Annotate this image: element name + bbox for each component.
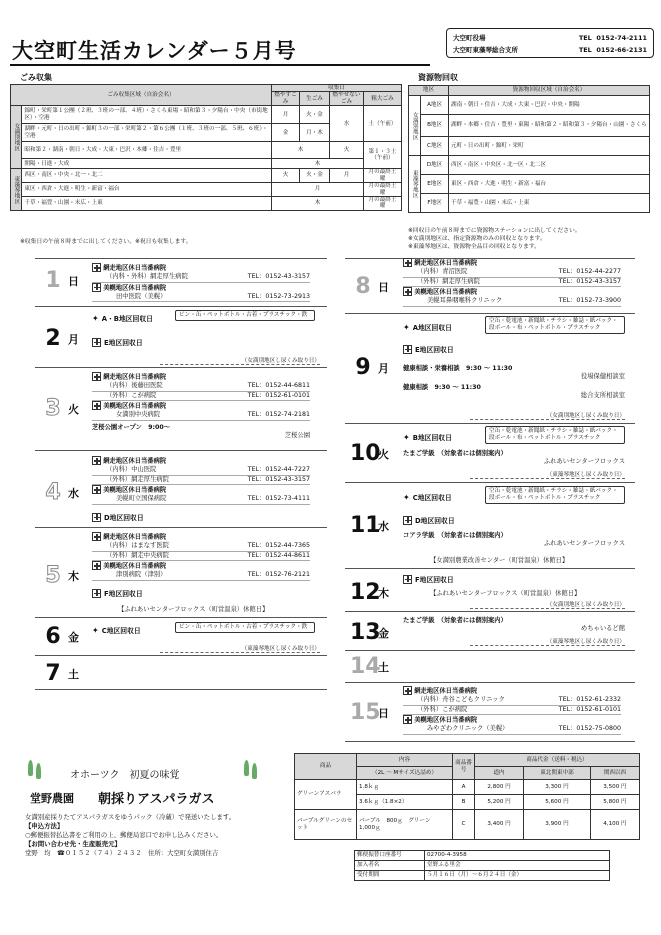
day-separator xyxy=(345,650,635,651)
day-3 xyxy=(40,396,79,421)
garbage-area: 錦町・栄町第１公團（２班、３班の一部、４班）・さくら東場・昭和第３・夕陽台・中央（市街地区）・空港 xyxy=(22,106,272,124)
bulky-day: 月の最終土曜 xyxy=(364,169,402,183)
area-code: C地区 xyxy=(421,137,449,156)
medical-cross-icon xyxy=(92,372,101,381)
event-text: 健康相談・栄養相談 9:30 ～ 11:30 xyxy=(403,365,513,372)
food-day: 火・金 xyxy=(300,169,330,183)
day-number: 12 xyxy=(350,580,381,605)
product-price: 5,600 円 xyxy=(524,795,591,810)
office-contact-box xyxy=(446,28,654,58)
col-region: 地区 xyxy=(409,86,449,96)
recycle-tag: E地区回収日 xyxy=(92,337,143,347)
bulky-day: 月の最終土曜 xyxy=(364,183,402,197)
recycle-star-icon: ✦ xyxy=(92,313,99,323)
col-food: 生ごみ xyxy=(300,92,330,106)
day-of-week: 月 xyxy=(68,332,79,346)
medical-cross-icon xyxy=(403,516,412,525)
day-number: 14 xyxy=(350,654,381,679)
day-12 xyxy=(350,580,389,605)
title-underline xyxy=(10,64,430,66)
day-separator xyxy=(35,258,327,259)
medical-cross-icon xyxy=(92,589,101,598)
facility-closed: 【ふれあいセンターフロックス（町営温泉）休館日】 xyxy=(118,606,269,613)
hospital-block xyxy=(92,372,310,441)
product-price: 4,100 円 xyxy=(590,810,639,840)
day-separator xyxy=(35,306,327,307)
ad-description: 女満別産採りたてアスパラガスをゆうパック（冷蔵）で発送いたします。 xyxy=(25,813,236,821)
medical-cross-icon xyxy=(403,715,412,724)
day-15 xyxy=(350,700,389,725)
day-separator xyxy=(345,313,635,314)
day-14 xyxy=(350,654,389,679)
day-separator xyxy=(35,367,327,368)
hospital-title: 美幌地区休日当番病院 xyxy=(414,288,478,296)
hospital-block xyxy=(92,263,310,302)
day-9 xyxy=(350,355,389,380)
hospital-line: （内科・外科）網走厚生病院 TEL：0152-43-3157 xyxy=(92,273,310,283)
product-name: グリーンアスパラ xyxy=(295,780,357,810)
col-area-header: ごみ収集区域（自治会名） xyxy=(11,85,272,106)
bulky-day: 土（午前） xyxy=(364,106,402,142)
garbage-area: 東区・西倉・大進・明生・新富・福台 xyxy=(22,183,272,197)
office-row xyxy=(453,32,647,44)
office-tel: 0152-66-2131 xyxy=(596,46,647,54)
nonburn-day: 水 xyxy=(330,106,364,142)
recycle-tag: ✦ A地区回収日 xyxy=(403,322,452,332)
day-10 xyxy=(350,441,389,466)
day-separator xyxy=(35,689,327,690)
contact-heading: 【お問い合わせ先・生産販売元】 xyxy=(25,840,121,848)
event-place: ふれあいセンターフロックス xyxy=(543,540,625,547)
postal-value: ５月１６日（月）～６月２４日（金） xyxy=(425,871,610,881)
day-separator xyxy=(35,655,327,656)
medical-cross-icon xyxy=(92,263,101,272)
day-7 xyxy=(40,661,79,686)
recycle-tag: ✦ B地区回収日 xyxy=(403,432,452,442)
product-content: パープル 800ｇ グリーン 1,000ｇ xyxy=(357,810,453,840)
hospital-block xyxy=(403,258,621,307)
event-block xyxy=(403,617,625,633)
medical-cross-icon xyxy=(403,575,412,584)
day-separator xyxy=(345,611,635,612)
hospital-block xyxy=(92,532,310,581)
product-price: 5,800 円 xyxy=(590,795,639,810)
food-day: 火・金 xyxy=(300,106,330,124)
day-of-week: 土 xyxy=(378,660,389,674)
recycle-tag: E地区回収日 xyxy=(403,344,454,354)
col-bulky: 粗大ごみ xyxy=(364,92,402,106)
col-content: 内容 xyxy=(357,754,453,767)
recycle-items: 空缶・乾電池・新聞紙・チラシ・雑誌・紙パック・段ボール・布・ペットボトル・プラスチック xyxy=(485,316,625,334)
page-title: 大空町生活カレンダー５月号 xyxy=(12,39,297,63)
recycle-star-icon: ✦ xyxy=(403,322,410,332)
day-separator xyxy=(345,482,635,483)
burn-day: 月 xyxy=(272,106,300,124)
pickup-note: （東藻琴地区し尿くみ取り日） xyxy=(160,644,320,653)
office-name: 大空町役場 xyxy=(453,34,486,42)
day-separator xyxy=(345,568,635,569)
apply-heading: 【申込方法】 xyxy=(25,822,64,830)
hospital-line: 田中医院（美幌） TEL：0152-73-2913 xyxy=(92,293,310,303)
pickup-note: （女満別地区し尿くみ取り日） xyxy=(160,356,320,365)
garbage-area: 湖畔・元町・日の出町・錦町３の一部・栄町第２・第６公團（１班、３班の一部、５班、６班）・空港 xyxy=(22,124,272,142)
day-2 xyxy=(40,326,79,351)
hospital-title: 網走地区休日当番病院 xyxy=(103,457,167,465)
bulky-day: 第１・３土（午前） xyxy=(364,142,402,169)
day-8 xyxy=(350,274,389,299)
medical-cross-icon xyxy=(92,456,101,465)
recycle-notes xyxy=(408,227,581,251)
tel-label: TEL xyxy=(578,34,592,42)
apply-text: ○郵便振替払込書をご利用の上、郵便局窓口でお申し込みください。 xyxy=(25,831,223,839)
product-name: パープルグリーンのセット xyxy=(295,810,357,840)
event-place: ふれあいセンターフロックス xyxy=(543,458,625,465)
day-number: 4 xyxy=(45,480,61,505)
day-number: 2 xyxy=(45,326,61,351)
postal-key: 郵便振替口座番号 xyxy=(355,851,425,861)
event-block xyxy=(403,532,625,548)
postal-transfer-table xyxy=(354,850,610,881)
product-price: 3,400 円 xyxy=(475,810,524,840)
area-code: D地区 xyxy=(421,156,449,175)
region-memanbetsu: 女満別地区 xyxy=(409,96,421,156)
event-place: めちゃいるど館 xyxy=(580,625,625,632)
recycle-tag: ✦ A・B地区回収日 xyxy=(92,313,153,323)
event-place: 総合支所相談室 xyxy=(580,392,625,399)
hospital-line: みやざわクリニック（美幌） TEL：0152-75-0800 xyxy=(403,725,621,735)
hospital-title: 美幌地区休日当番病院 xyxy=(103,486,167,494)
hospital-title: 美幌地区休日当番病院 xyxy=(103,562,167,570)
col-price: 商品代金（送料・税込） xyxy=(475,754,640,767)
product-price: 2,800 円 xyxy=(475,780,524,795)
product-price: 3,500 円 xyxy=(590,780,639,795)
area-code: A地区 xyxy=(421,96,449,115)
day-11 xyxy=(350,513,389,538)
event-place: 役場保健相談室 xyxy=(580,373,625,380)
postal-key: 受付期間 xyxy=(355,871,425,881)
food-day: 月・木 xyxy=(300,124,330,142)
col-days-header: 収集日 xyxy=(272,85,402,92)
burn-day: 火 xyxy=(272,169,300,183)
day-separator xyxy=(35,617,327,618)
day-of-week: 水 xyxy=(378,519,389,533)
day-number: 7 xyxy=(45,661,61,686)
day-of-week: 火 xyxy=(378,447,389,461)
ad-title: 朝採りアスパラガス xyxy=(98,792,215,807)
burn-day: 木 xyxy=(272,142,330,159)
nonburn-day: 火 xyxy=(330,142,364,159)
recycle-tag: ✦ C地区回収日 xyxy=(92,625,141,635)
recycle-items: ビン・缶・ペットボトル・古着・プラスチック・鉄 xyxy=(175,622,315,633)
product-code: B xyxy=(453,795,475,810)
ad-body xyxy=(25,813,287,858)
recycle-star-icon: ✦ xyxy=(92,625,99,635)
recycle-star-icon: ✦ xyxy=(403,492,410,502)
medical-cross-icon xyxy=(403,287,412,296)
event-block xyxy=(403,450,625,466)
garbage-heading: ごみ収集 xyxy=(20,73,52,82)
recycle-items: 空缶・乾電池・新聞紙・チラシ・雑誌・紙パック・段ボール・布・ペットボトル・プラスチック xyxy=(485,426,625,444)
product-price: 3,300 円 xyxy=(524,780,591,795)
area-code: B地区 xyxy=(421,115,449,137)
day-separator xyxy=(35,527,327,528)
hospital-block xyxy=(403,686,621,735)
garbage-table xyxy=(10,84,402,211)
recycle-star-icon: ✦ xyxy=(403,432,410,442)
day-separator xyxy=(345,741,635,742)
day-5 xyxy=(40,563,79,588)
recycle-table xyxy=(408,85,650,213)
day-4 xyxy=(40,480,79,505)
recycle-note: ※回収日の午前８時までに資源物ステーションに出してください。 xyxy=(408,228,581,234)
day-of-week: 日 xyxy=(68,274,79,288)
asparagus-icon xyxy=(36,763,41,779)
product-table xyxy=(294,753,640,840)
event-place: 芝桜公園 xyxy=(284,432,310,439)
bulky-day: 月の最終土曜 xyxy=(364,196,402,210)
day-number: 15 xyxy=(350,700,381,725)
area-code: F地区 xyxy=(421,194,449,213)
col-burn: 燃やすごみ xyxy=(272,92,300,106)
postal-value: 02700-4-3958 xyxy=(425,851,610,861)
region-higashimokoto: 東藻琴地区 xyxy=(11,169,22,211)
medical-cross-icon xyxy=(403,686,412,695)
medical-cross-icon xyxy=(92,338,101,347)
recycle-tag: D地区回収日 xyxy=(403,515,455,525)
hospital-title: 網走地区休日当番病院 xyxy=(92,263,310,273)
day-of-week: 月 xyxy=(378,361,389,375)
col-code: 商品番号 xyxy=(453,754,475,780)
office-name: 大空町東藻琴総合支所 xyxy=(453,46,518,54)
hospital-line: （内科）青沼医院 TEL：0152-44-2277 xyxy=(403,268,621,278)
garbage-area: 開陽・日進・大成 xyxy=(22,159,272,169)
medical-cross-icon xyxy=(92,561,101,570)
asparagus-icon xyxy=(252,763,257,779)
office-tel: 0152-74-2111 xyxy=(596,34,647,42)
region-memanbetsu: 女満別地区 xyxy=(11,106,22,169)
garbage-area: 西区・南区・中央・北一・北二 xyxy=(22,169,272,183)
hospital-line: （内科）中山医院 TEL：0152-44-7227 xyxy=(92,466,310,476)
day-number: 9 xyxy=(355,355,371,380)
burn-day: 木 xyxy=(272,196,364,210)
day-separator xyxy=(35,450,327,451)
day-separator xyxy=(345,682,635,683)
hospital-title: 網走地区休日当番病院 xyxy=(103,373,167,381)
garbage-area: 昭和第２・湖南・朝日・大成・大東・巴沢・本郷・住吉・豊里 xyxy=(22,142,272,159)
day-number: 11 xyxy=(350,513,381,538)
hospital-line: （外科）網走中央病院 TEL：0152-44-8611 xyxy=(92,552,310,562)
product-price: 5,200 円 xyxy=(475,795,524,810)
product-code: A xyxy=(453,780,475,795)
burn-day: 月 xyxy=(272,183,364,197)
hospital-line: 美幌町立国保病院 TEL：0152-73-4111 xyxy=(92,495,310,505)
recycle-items: ビン・缶・ペットボトル・古着・プラスチック・鉄 xyxy=(175,310,315,321)
area-names: 西区・南区・中央区・北一区・北二区 xyxy=(449,156,650,175)
postal-value: 堂野ふる里会 xyxy=(425,861,610,871)
facility-closed: 【女満別農業改善センター（町営温泉）休館日】 xyxy=(430,557,569,564)
day-1 xyxy=(40,268,79,293)
pickup-note: （女満別地区し尿くみ取り日） xyxy=(470,411,625,420)
col-product: 商品 xyxy=(295,754,357,780)
day-of-week: 土 xyxy=(68,667,79,681)
day-number: 13 xyxy=(350,620,381,645)
day-number: 6 xyxy=(45,624,61,649)
postal-key: 加入者名 xyxy=(355,861,425,871)
pickup-note: （東藻琴地区し尿くみ取り日） xyxy=(470,470,625,479)
event-text: 健康相談 9:30 ～ 11:30 xyxy=(403,384,481,391)
product-code: C xyxy=(453,810,475,840)
burn-day: 木 xyxy=(272,159,364,169)
col-recycle-area: 資源物回収区域（自治会名） xyxy=(449,86,650,96)
day-number: 10 xyxy=(350,441,381,466)
area-names: 東区・西倉・大進・明生・新富・福台 xyxy=(449,175,650,194)
recycle-tag: F地区回収日 xyxy=(403,574,454,584)
nonburn-day: 月 xyxy=(330,169,364,183)
pickup-note: （女満別地区し尿くみ取り日） xyxy=(470,600,625,609)
day-of-week: 水 xyxy=(68,486,79,500)
medical-cross-icon xyxy=(92,401,101,410)
medical-cross-icon xyxy=(403,258,412,267)
ad-tagline: オホーツク 初夏の味覚 xyxy=(70,770,180,781)
recycle-tag: ✦ C地区回収日 xyxy=(403,492,452,502)
day-separator xyxy=(345,423,635,424)
hospital-title: 網走地区休日当番病院 xyxy=(414,687,478,695)
medical-cross-icon xyxy=(403,345,412,354)
day-of-week: 火 xyxy=(68,402,79,416)
hospital-line: 津別病院（津別） TEL：0152-76-2121 xyxy=(92,571,310,581)
day-number: 8 xyxy=(355,274,371,299)
day-of-week: 金 xyxy=(378,626,389,640)
hospital-line: （外科）こが病院 TEL：0152-61-0101 xyxy=(403,706,621,716)
asparagus-icon xyxy=(28,760,33,776)
hospital-line: 美幌耳鼻咽喉科クリニック TEL：0152-73-3900 xyxy=(403,297,621,307)
hospital-title: 美幌地区休日当番病院 xyxy=(92,283,310,293)
facility-closed: 【ふれあいセンターフロックス（町営温泉）休館日】 xyxy=(430,590,581,597)
region-higashimokoto: 東藻琴地区 xyxy=(409,156,421,213)
recycle-heading: 資源物回収 xyxy=(418,73,458,82)
event-text: コアラ学級 （対象者には個別案内） xyxy=(403,532,507,539)
area-names: 元町・日の出町・錦町・栄町 xyxy=(449,137,650,156)
event-block xyxy=(403,365,625,400)
day-number: 1 xyxy=(45,268,61,293)
day-number: 5 xyxy=(45,563,61,588)
hospital-line: （外科）網走厚生病院 TEL：0152-43-3157 xyxy=(92,476,310,486)
recycle-tag: F地区回収日 xyxy=(92,588,143,598)
hospital-title: 網走地区休日当番病院 xyxy=(414,259,478,267)
area-names: 千草・福豊・山園・末広・上東 xyxy=(449,194,650,213)
product-content: 3.6ｋｇ（1.8×2） xyxy=(357,795,453,810)
area-names: 湖南・朝日・住吉・大成・大東・巴沢・中央・開陽 xyxy=(449,96,650,115)
hospital-line: （内科）舟谷こどもクリニック TEL：0152-61-2332 xyxy=(403,696,621,706)
tel-label: TEL xyxy=(578,46,592,54)
hospital-line: （外科）こが病院 TEL：0152-61-0101 xyxy=(92,392,310,402)
day-6 xyxy=(40,624,79,649)
day-of-week: 金 xyxy=(68,630,79,644)
recycle-note: ※東藻琴地区は、資源物全品目の回収となります。 xyxy=(408,244,540,250)
event-text: たまご学級 （対象者には個別案内） xyxy=(403,450,507,457)
garbage-note: ※収集日の午前８時までに出してください。※祝日も収集します。 xyxy=(20,239,192,245)
hospital-block xyxy=(92,456,310,505)
ad-farm: 堂野農園 xyxy=(30,792,74,805)
col-nonburn: 燃やせないごみ xyxy=(330,92,364,106)
hospital-line: （外科）網走厚生病院 TEL：0152-43-3157 xyxy=(403,278,621,288)
col-region: 東北関東中部 xyxy=(524,767,591,780)
product-content: 1.8ｋｇ xyxy=(357,780,453,795)
hospital-line: （内科）後藤田医院 TEL：0152-44-6811 xyxy=(92,382,310,392)
hospital-line: 女満別中央病院 TEL：0152-74-2181 xyxy=(92,411,310,421)
hospital-title: 網走地区休日当番病院 xyxy=(103,533,167,541)
recycle-items: 空缶・乾電池・新聞紙・チラシ・雑誌・紙パック・段ボール・布・ペットボトル・プラスチック xyxy=(485,486,625,504)
garbage-area: 千草・福豊・山園・末広・上東 xyxy=(22,196,272,210)
col-region: 関西以西 xyxy=(590,767,639,780)
event-text: たまご学級 （対象者には個別案内） xyxy=(403,617,507,624)
col-region: 道内 xyxy=(475,767,524,780)
contact-text: 堂野 均 ☎０１５２（７４）２４３２ 住所：大空町女満別住吉 xyxy=(25,849,219,857)
col-content-sub: （2L ～ Mサイズ込詰め） xyxy=(357,767,453,780)
recycle-note: ※女満別地区は、指定資源物のみの回収となります。 xyxy=(408,236,546,242)
hospital-title: 美幌地区休日当番病院 xyxy=(103,402,167,410)
day-of-week: 日 xyxy=(378,706,389,720)
pickup-note: （東藻琴地区し尿くみ取り日） xyxy=(470,637,625,646)
day-number: 3 xyxy=(45,396,61,421)
day-of-week: 木 xyxy=(378,586,389,600)
medical-cross-icon xyxy=(92,283,101,292)
burn-day: 金 xyxy=(272,124,300,142)
day-13 xyxy=(350,620,389,645)
hospital-line: （内科）はまなす医院 TEL：0152-44-7365 xyxy=(92,542,310,552)
event-text: 芝桜公園オープン 9:00～ xyxy=(92,423,171,431)
medical-cross-icon xyxy=(92,532,101,541)
medical-cross-icon xyxy=(92,513,101,522)
hospital-title: 美幌地区休日当番病院 xyxy=(414,716,478,724)
area-code: E地区 xyxy=(421,175,449,194)
medical-cross-icon xyxy=(92,485,101,494)
area-names: 湖畔・本郷・住吉・豊里・東陽・昭和第２・昭和第３・夕陽台・山園・さくら xyxy=(449,115,650,137)
recycle-tag: D地区回収日 xyxy=(92,512,144,522)
office-row xyxy=(453,44,647,56)
asparagus-icon xyxy=(244,760,249,776)
day-of-week: 日 xyxy=(378,280,389,294)
day-of-week: 木 xyxy=(68,569,79,583)
product-price: 3,900 円 xyxy=(524,810,591,840)
